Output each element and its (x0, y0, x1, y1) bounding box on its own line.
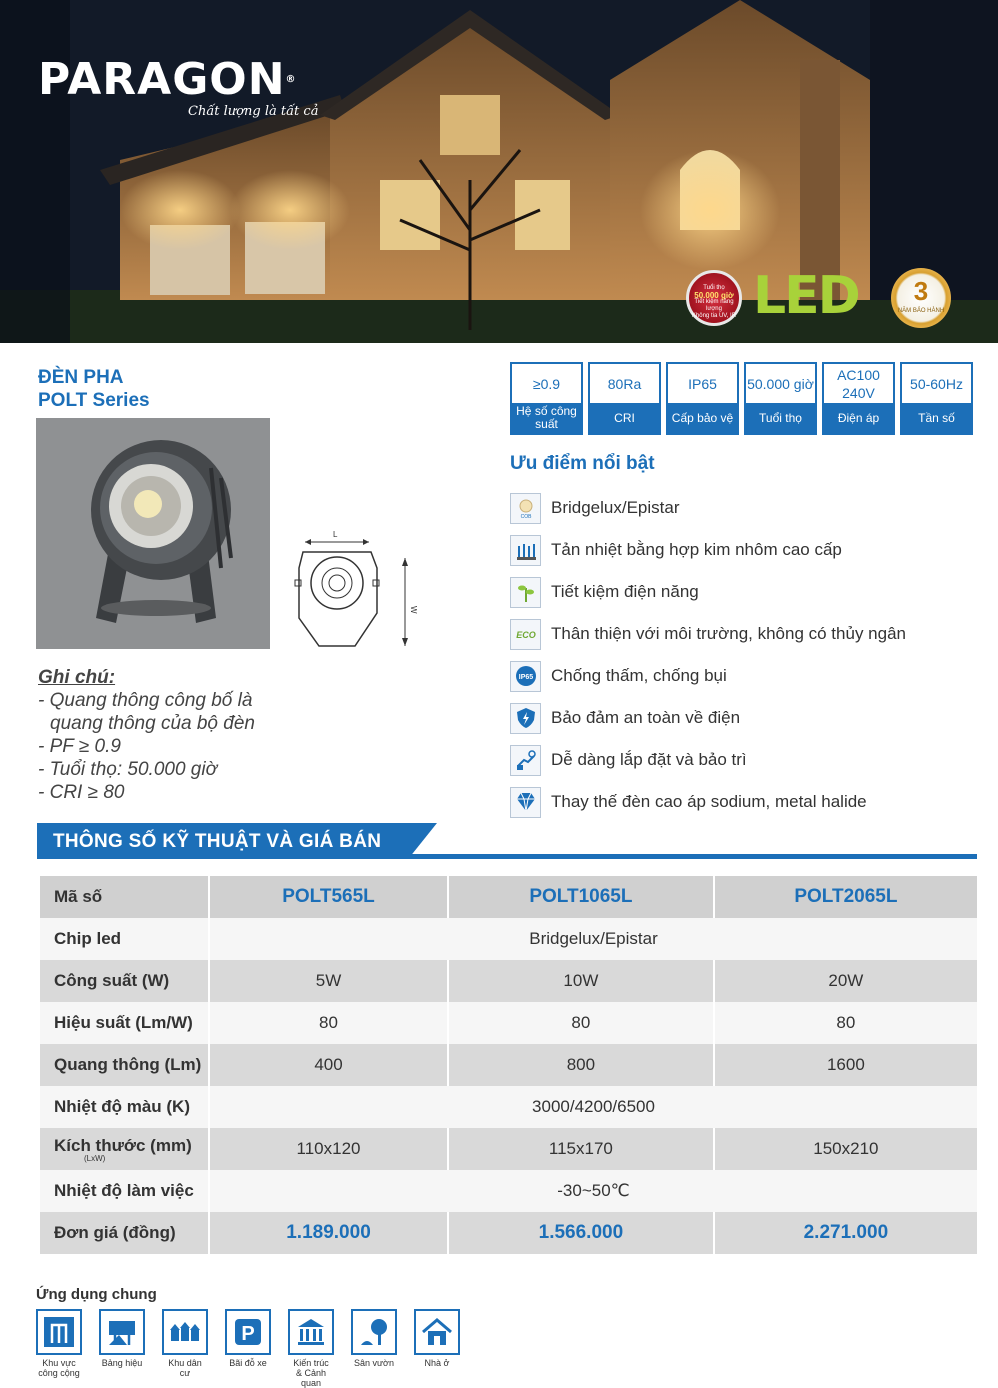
feature-item (510, 487, 906, 529)
app-caption: công cộng (38, 1368, 80, 1378)
spec-value: ≥0.9 (532, 375, 561, 392)
cct-value: 3000/4200/6500 (209, 1086, 977, 1128)
product-photo (36, 418, 270, 649)
table-cell: 10W (448, 960, 714, 1002)
feature-item (510, 613, 906, 655)
spec-badges (510, 362, 973, 435)
feature-item (510, 655, 906, 697)
spec-label: Điện áp (824, 403, 893, 433)
table-row (39, 918, 977, 960)
features-title: Ưu điểm nổi bật (510, 453, 655, 474)
eco-icon-text: ECO (515, 630, 536, 640)
warranty-text: NĂM BẢO HÀNH (897, 308, 945, 314)
app-public-area (36, 1309, 82, 1388)
table-row (39, 960, 977, 1002)
product-series: POLT Series (38, 390, 150, 411)
badge-line-1: Tuổi thọ (703, 285, 725, 291)
spec-voltage (822, 362, 895, 435)
cob-icon-text: COB (520, 514, 531, 520)
table-cell: 5W (209, 960, 448, 1002)
app-garden (351, 1309, 397, 1388)
spec-label: Tần số (902, 403, 971, 433)
cob-chip-icon (510, 493, 541, 524)
diamond-icon (510, 787, 541, 818)
feature-text: Thay thế đèn cao áp sodium, metal halide (551, 792, 867, 811)
feature-text: Bridgelux/Epistar (551, 498, 680, 517)
led-logo: LED (753, 266, 859, 326)
app-caption: Nhà ở (424, 1358, 450, 1368)
table-cell: 80 (714, 1002, 977, 1044)
app-caption: Khu dân cư (168, 1358, 202, 1378)
energy-saving-icon (510, 577, 541, 608)
chip-value: Bridgelux/Epistar (209, 918, 977, 960)
app-caption: Sân vườn (354, 1358, 394, 1368)
table-cell: 80 (209, 1002, 448, 1044)
warranty-years: 3 (913, 276, 929, 306)
feature-text: Chống thấm, chống bụi (551, 666, 727, 685)
note-line: quang thông của bộ đèn (50, 713, 255, 734)
features-list (510, 487, 906, 823)
feature-item (510, 739, 906, 781)
table-cell: 400 (209, 1044, 448, 1086)
install-hand-icon (510, 745, 541, 776)
row-label: Nhiệt độ làm việc (39, 1170, 209, 1212)
spec-value: 50.000 giờ (747, 375, 814, 392)
architecture-icon (294, 1315, 328, 1349)
spec-value: 50-60Hz (910, 375, 963, 392)
spec-frequency (900, 362, 973, 435)
size-sublabel: (LxW) (84, 1154, 106, 1163)
brand-tagline: Chất lượng là tất cả (188, 104, 319, 119)
model-polt565l: POLT565L (209, 876, 448, 918)
price-cell: 1.566.000 (448, 1212, 714, 1254)
applications-title: Ứng dụng chung (36, 1286, 157, 1303)
spec-label: CRI (590, 403, 659, 433)
spec-value: 80Ra (607, 375, 642, 392)
public-area-icon (42, 1315, 76, 1349)
table-cell: 115x170 (448, 1128, 714, 1170)
feature-item (510, 571, 906, 613)
app-caption: Bảng hiệu (101, 1358, 143, 1368)
width-label: W (409, 606, 418, 614)
section-header (37, 823, 977, 860)
registered-mark: ® (285, 74, 297, 85)
row-label: Quang thông (Lm) (39, 1044, 209, 1086)
product-type: ĐÈN PHA (38, 367, 124, 388)
table-row (39, 1044, 977, 1086)
row-label (39, 1128, 209, 1170)
spec-label: Tuổi thọ (746, 403, 815, 433)
table-row (39, 1002, 977, 1044)
ip65-icon (510, 661, 541, 692)
app-caption: Kiến trúc (293, 1358, 329, 1368)
row-label: Công suất (W) (39, 960, 209, 1002)
eco-icon (510, 619, 541, 650)
spec-power-factor (510, 362, 583, 435)
table-cell: 20W (714, 960, 977, 1002)
ip-icon-text: IP65 (518, 674, 533, 681)
table-cell: 80 (448, 1002, 714, 1044)
applications-list (36, 1309, 460, 1388)
table-row (39, 1170, 977, 1212)
spec-lifetime (744, 362, 817, 435)
notes-heading: Ghi chú: (38, 667, 116, 688)
badge-line-2: 50.000 giờ (694, 291, 734, 300)
feature-text: Bảo đảm an toàn về điện (551, 708, 741, 727)
lifetime-badge (686, 270, 742, 326)
hero-banner (0, 0, 998, 343)
table-cell: 110x120 (209, 1128, 448, 1170)
table-header-row (39, 876, 977, 918)
spec-label: Cấp bảo vệ (668, 403, 737, 433)
house-icon (420, 1315, 454, 1349)
app-caption: & Cảnh quan (295, 1368, 327, 1388)
note-line: - PF ≥ 0.9 (38, 736, 121, 757)
model-polt1065l: POLT1065L (448, 876, 714, 918)
spec-value: IP65 (688, 375, 717, 392)
price-cell: 1.189.000 (209, 1212, 448, 1254)
parking-icon (231, 1315, 265, 1349)
length-label: L (333, 530, 338, 539)
section-title: THÔNG SỐ KỸ THUẬT VÀ GIÁ BÁN (37, 823, 409, 858)
residential-icon (168, 1315, 202, 1349)
app-house (414, 1309, 460, 1388)
app-caption: Khu vực (42, 1358, 76, 1368)
product-title (38, 366, 150, 412)
feature-text: Tiết kiệm điện năng (551, 582, 699, 601)
spec-price-table (38, 876, 977, 1254)
table-row (39, 1128, 977, 1170)
header-model-label: Mã số (39, 876, 209, 918)
price-cell: 2.271.000 (714, 1212, 977, 1254)
spec-value: AC100 240V (837, 366, 880, 401)
table-row (39, 1086, 977, 1128)
table-cell: 800 (448, 1044, 714, 1086)
feature-item (510, 781, 906, 823)
feature-text: Tản nhiệt bằng hợp kim nhôm cao cấp (551, 540, 842, 559)
note-line: - CRI ≥ 80 (38, 782, 125, 803)
note-line: - Quang thông công bố là (38, 690, 253, 711)
row-label: Đơn giá (đồng) (39, 1212, 209, 1254)
floodlight-icon (36, 418, 270, 649)
app-caption: Bãi đỗ xe (229, 1358, 267, 1368)
notes (38, 666, 255, 804)
billboard-icon (105, 1315, 139, 1349)
badge-line-4: Không tia UV, IR (691, 313, 737, 319)
parking-letter: P (241, 1323, 255, 1345)
dimension-drawing (293, 528, 423, 650)
temp-value: -30~50℃ (209, 1170, 977, 1212)
table-cell: 150x210 (714, 1128, 977, 1170)
spec-cri (588, 362, 661, 435)
row-label: Hiệu suất (Lm/W) (39, 1002, 209, 1044)
row-label: Chip led (39, 918, 209, 960)
badge-line-3: Tiết kiệm năng lượng (694, 299, 734, 312)
spec-ip (666, 362, 739, 435)
heat-sink-icon (510, 535, 541, 566)
app-residential (162, 1309, 208, 1388)
garden-icon (357, 1315, 391, 1349)
row-label: Nhiệt độ màu (K) (39, 1086, 209, 1128)
feature-text: Thân thiện với môi trường, không có thủy ngân (551, 624, 906, 643)
app-billboard (99, 1309, 145, 1388)
electric-shield-icon (510, 703, 541, 734)
app-parking (225, 1309, 271, 1388)
brand-logo (38, 54, 319, 119)
table-cell: 1600 (714, 1044, 977, 1086)
brand-name: PARAGON (38, 54, 286, 105)
warranty-badge (891, 268, 951, 328)
feature-item (510, 697, 906, 739)
spec-label: Hệ số công suất (512, 403, 581, 433)
feature-item (510, 529, 906, 571)
table-row (39, 1212, 977, 1254)
model-polt2065l: POLT2065L (714, 876, 977, 918)
size-label: Kích thước (mm) (54, 1136, 192, 1155)
note-line: - Tuổi thọ: 50.000 giờ (38, 759, 218, 780)
feature-text: Dễ dàng lắp đặt và bảo trì (551, 750, 747, 769)
app-architecture (288, 1309, 334, 1388)
